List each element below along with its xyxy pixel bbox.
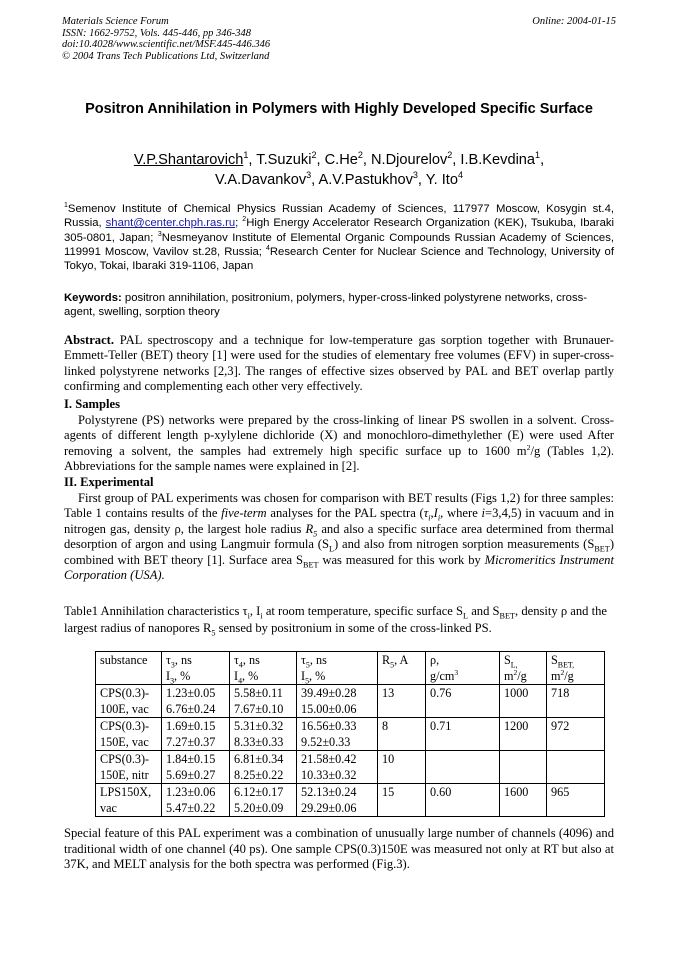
header-cell: $\tau_3$, ns $I_3$, % — [162, 652, 230, 685]
table-cell: 1200 — [500, 718, 547, 751]
affiliation-2: High Energy Accelerator Research Organization (KEK), Tsukuba, Ibaraki 305-0801, Japan; — [64, 217, 615, 244]
author-affil-sup: 4 — [457, 170, 464, 181]
table-cell: 718 — [547, 685, 605, 718]
table-cell: CPS(0.3)- 150E, nitr — [96, 751, 162, 784]
text-run: and S — [471, 604, 500, 618]
table-cell: 16.56±0.33 9.52±0.33 — [297, 718, 378, 751]
abstract — [64, 333, 614, 395]
affil-sup: 3 — [157, 230, 162, 238]
table-cell: 1600 — [500, 784, 547, 817]
text-run: and also a specific surface area determined from thermal desorption of argon and using Langmuir formula (S — [64, 521, 614, 552]
text-run: , I — [249, 604, 261, 618]
table-header-row — [96, 652, 605, 685]
symbol: i — [481, 506, 486, 521]
abstract-text: PAL spectroscopy and a technique for low-temperature gas sorption together with Brunauer-Emmett-Teller (BET) theory [1] were used for the studies of elementary free volumes (EFV) in super-cross-linked polystyrene networks [2,3]. The ranges of effective sizes observed by PAL and BET overlap partly confirming and complementing each other very effectively. — [64, 333, 614, 394]
affil-sup: 2 — [242, 216, 247, 224]
author-list: V.P.Shantarovich$^1$, T.Suzuki$^2$, C.He$^2$, N.Djourelov$^2$, I.B.Kevdina$^1$, V.A.Davankov$^3$, A.V.Pastukhov$^3$, Y. Ito$^4$ — [133, 150, 545, 188]
author-affil-sup: 1 — [535, 150, 541, 161]
subscript: 5 — [211, 628, 216, 638]
section-1-text — [64, 413, 614, 475]
author-name: T.Suzuki — [256, 152, 312, 168]
subscript: i — [260, 611, 263, 621]
table-cell: 965 — [547, 784, 605, 817]
subscript: i — [428, 513, 431, 523]
header-cell: $\tau_5$, ns $I_5$, % — [297, 652, 378, 685]
author-affil-sup: 2 — [357, 150, 363, 161]
text-run: First group of PAL experiments was chosen for comparison with BET results (Figs 1,2) for three samples: Table 1 contains results of the — [64, 491, 614, 521]
closing-paragraph: Special feature of this PAL experiment was a combination of unusually large number of channels (4096) and traditional width of one channel (40 ps). One sample CPS(0.3)150E was measured not only at RT but also at 37K, and MELT analysis for the both spectra was performed (Fig.3). — [64, 826, 614, 872]
abstract-label: Abstract. — [64, 333, 115, 347]
table-cell: 21.58±0.42 10.33±0.32 — [297, 751, 378, 784]
text-run: at room temperature, specific surface S — [265, 604, 464, 618]
emphasis: five-term — [221, 506, 267, 521]
table-cell: 972 — [547, 718, 605, 751]
header-cell: substance — [96, 652, 162, 685]
table-row — [96, 751, 605, 784]
annihilation-table — [95, 651, 605, 817]
table-cell — [426, 751, 500, 784]
author-affil-sup: 2 — [447, 150, 453, 161]
section-2-heading: II. Experimental — [64, 475, 154, 489]
header-cell: ρ, $g/cm^3$ — [426, 652, 500, 685]
table-cell: 39.49±0.28 15.00±0.06 — [297, 685, 378, 718]
table-cell: LPS150X, vac — [96, 784, 162, 817]
section-1-text-a: Polystyrene (PS) networks were prepared by the cross-linking of linear PS swollen in a solvent. Cross-agents of different length p-xylylene dichloride (X) and monochloro-dimethylether (E) were used After removing a solvent, the samples had extremely high specific surface up to 1600 m — [64, 413, 614, 458]
author-name: C.He — [324, 152, 358, 168]
header-cell: $R_5$, A — [378, 652, 426, 685]
table-cell: 6.12±0.17 5.20±0.09 — [230, 784, 297, 817]
table-cell: 0.71 — [426, 718, 500, 751]
symbol: I — [433, 506, 438, 521]
text-run: =3,4,5) in vacuum and in nitrogen gas, density ρ, the largest hole radius — [64, 506, 615, 536]
table-cell: 52.13±0.24 29.29±0.06 — [297, 784, 378, 817]
author-name: I.B.Kevdina — [460, 152, 536, 168]
paper-title: Positron Annihilation in Polymers with Highly Developed Specific Surface — [85, 101, 593, 117]
table-cell: 1.84±0.15 5.69±0.27 — [162, 751, 230, 784]
table-cell: 10 — [378, 751, 426, 784]
subscript: 5 — [313, 529, 318, 539]
text-run: , — [430, 506, 434, 521]
affil-sup: 4 — [265, 245, 270, 253]
subscript: BET — [594, 544, 610, 554]
author-name[interactable]: V.P.Shantarovich — [133, 152, 244, 168]
text-run: sensed by positronium in some of the cross-linked PS. — [218, 620, 492, 635]
company-name: Micromeritics Instrument Corporation (USA). — [64, 552, 614, 583]
subscript: BET — [499, 611, 516, 621]
author-affil-sup: 2 — [311, 150, 317, 161]
text-run: , density ρ and the largest radius of nanopores R — [64, 604, 607, 635]
author-affil-sup: 1 — [243, 150, 249, 161]
author-name: V.A.Davankov — [214, 172, 307, 188]
table-cell: 13 — [378, 685, 426, 718]
table-cell: 5.31±0.32 8.33±0.33 — [230, 718, 297, 751]
journal-name: Materials Science Forum — [62, 16, 169, 27]
author-name: A.V.Pastukhov — [318, 172, 413, 188]
text-run: was measured for this work by — [322, 552, 481, 567]
symbol: τ — [423, 506, 429, 521]
subscript: i — [247, 611, 250, 621]
subscript: L — [463, 611, 469, 621]
table-cell: CPS(0.3)- 150E, vac — [96, 718, 162, 751]
text-run: , where — [440, 506, 478, 521]
text-run: Table1 Annihilation characteristics τ — [64, 604, 248, 618]
table-cell: 6.81±0.34 8.25±0.22 — [230, 751, 297, 784]
table-caption — [64, 603, 614, 636]
affil-sup: 1 — [64, 202, 68, 210]
header-cell: $S_{BET,}$ $m^2/g$ — [547, 652, 605, 685]
online-date: Online: 2004-01-15 — [532, 16, 616, 27]
unit-sup: 2 — [526, 442, 531, 452]
text-run: analyses for the PAL spectra ( — [270, 506, 424, 521]
text-run: ) combined with BET theory [1]. Surface area S — [64, 537, 615, 567]
text-run: ) and also from nitrogen sorption measurements (S — [334, 537, 595, 552]
author-name: Y. Ito — [425, 172, 458, 188]
email-link[interactable]: shant@center.chph.ras.ru — [105, 217, 236, 230]
affiliation-4: Research Center for Nuclear Science and Technology, University of Tokyo, Tokai, Ibaraki 319-1106, Japan — [64, 245, 614, 273]
keywords-text: positron annihilation, positronium, polymers, hyper-cross-linked polystyrene networks, cross-agent, swelling, sorption theory — [64, 292, 588, 319]
keywords-label: Keywords: — [64, 292, 122, 304]
affiliation-1: Semenov Institute of Chemical Physics Russian Academy of Sciences, 117977 Moscow, Kosygin st.4, Russia, — [64, 203, 614, 230]
table-cell: 0.60 — [426, 784, 500, 817]
subscript: BET — [303, 560, 319, 570]
page-header — [62, 16, 616, 62]
copyright-line: © 2004 Trans Tech Publications Ltd, Switzerland — [62, 50, 270, 62]
affiliation-3: Nesmeyanov Institute of Elemental Organic Compounds Russian Academy of Sciences, 119991 Moscow, Vavilov st.28, Russia; — [64, 231, 614, 258]
subscript: L — [329, 544, 335, 554]
issn-line: ISSN: 1662-9752, Vols. 445-446, pp 346-348 — [62, 27, 251, 39]
table-cell: 5.58±0.11 7.67±0.10 — [230, 685, 297, 718]
section-1-text-b: /g (Tables 1,2). Abbreviations for the sample names were explained in [2]. — [64, 443, 614, 474]
table-row — [96, 784, 605, 817]
table-cell — [547, 751, 605, 784]
table-cell: 1.23±0.05 6.76±0.24 — [162, 685, 230, 718]
author-name: N.Djourelov — [371, 152, 448, 168]
keywords — [64, 291, 614, 320]
author-affil-sup: 3 — [306, 170, 312, 181]
author-affil-sup: 3 — [412, 170, 418, 181]
table-cell: CPS(0.3)- 100E, vac — [96, 685, 162, 718]
doi-line: doi:10.4028/www.scientific.net/MSF.445-446.346 — [62, 39, 271, 51]
header-cell: $S_{L,}$ $m^2/g$ — [500, 652, 547, 685]
table-cell: 1.23±0.06 5.47±0.22 — [162, 784, 230, 817]
section-2-text — [64, 491, 614, 583]
table-row — [96, 685, 605, 718]
affiliations: $^1$Semenov Institute of Chemical Physics Russian Academy of Sciences, 117977 Moscow, Kosygin st.4, Russia, shant@center.chph.ras.ru; $^2$High Energy Accelerator Research Organization (KEK), Tsukuba, Ibaraki 305-0801, Japan; $^3$Nesmeyanov Institute of Elemental Organic Compounds Russian Academy of Sciences, 119991 Moscow, Vavilov st.28, Russia; $^4$Research Center for Nuclear Science and Technology, University of Tokyo, Tokai, Ibaraki 319-1106, Japan — [64, 202, 615, 273]
subscript: i — [437, 513, 441, 523]
table-cell: 0.76 — [426, 685, 500, 718]
table-cell: 1000 — [500, 685, 547, 718]
table-cell: 1.69±0.15 7.27±0.37 — [162, 718, 230, 751]
table-row — [96, 718, 605, 751]
symbol: R — [305, 521, 314, 536]
table-cell: 15 — [378, 784, 426, 817]
table-cell: 8 — [378, 718, 426, 751]
header-cell: $\tau_4$, ns $I_4$, % — [230, 652, 297, 685]
section-1-heading: I. Samples — [64, 397, 120, 411]
table-cell — [500, 751, 547, 784]
